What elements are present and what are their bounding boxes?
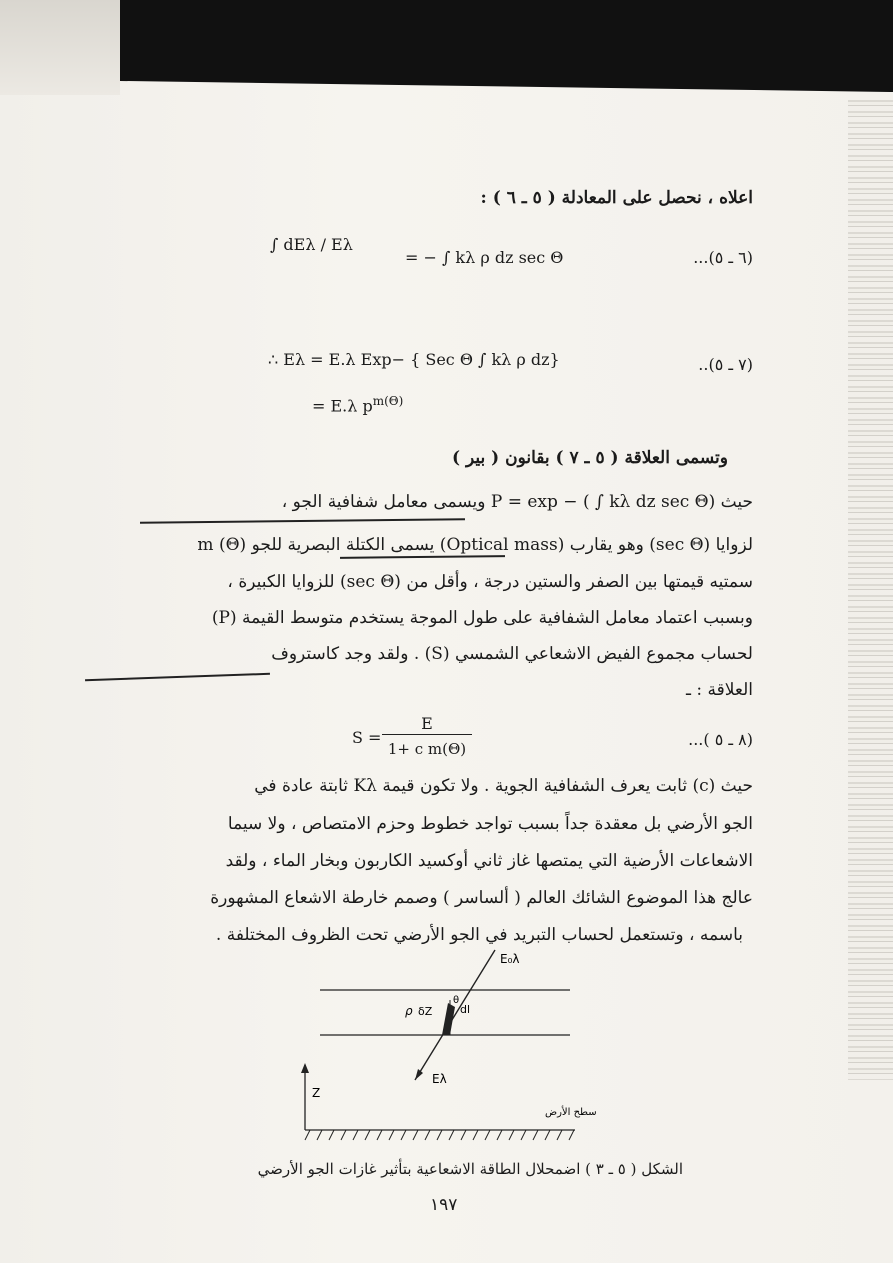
equation-8-lhs: S = bbox=[352, 728, 382, 747]
scan-margin-noise bbox=[848, 100, 893, 1080]
paragraph-line-6: العلاقة : ـ bbox=[685, 680, 753, 700]
equation-7-line2-sup: m(Θ) bbox=[372, 394, 404, 408]
paragraph-line-1: حيث (P = exp − ( ∫ kλ dz sec Θ ويسمى معامل شفافية الجو ، bbox=[281, 492, 753, 512]
paragraph2-line-2: الجو الأرضي بل معقدة جداً بسبب تواجد خطوط وحزم الامتصاص ، ولا سيما bbox=[227, 814, 753, 834]
scan-dark-bar bbox=[120, 0, 893, 92]
equation-6-number: ...(٦ ـ ٥) bbox=[693, 248, 753, 267]
label-rho: ρ bbox=[405, 1004, 413, 1018]
equation-7-line2-base: = E.λ p bbox=[312, 396, 373, 416]
ray-arrowhead bbox=[415, 1069, 423, 1080]
paragraph2-line-5: باسمه ، وتستعمل لحساب التبريد في الجو الأرضي تحت الظروف المختلفة . bbox=[215, 925, 743, 945]
paragraph-line-5: لحساب مجموع الفيض الاشعاعي الشمسي (S) . ولقد وجد كاستروف bbox=[271, 644, 753, 664]
label-ground-surface: سطح الأرض bbox=[545, 1107, 597, 1118]
equation-8-number: ...( ٨ ـ ٥) bbox=[688, 730, 753, 749]
label-delta-z: δZ bbox=[418, 1005, 433, 1018]
paragraph-line-4: وبسبب اعتماد معامل الشفافية على طول الموجة يستخدم متوسط القيمة (P) bbox=[211, 608, 753, 628]
handwritten-underline-3 bbox=[85, 673, 270, 681]
label-e-lambda: Eλ bbox=[432, 1072, 447, 1086]
paragraph2-line-1: حيث (c) ثابت يعرف الشفافية الجوية . ولا تكون قيمة Kλ ثابتة عادة في bbox=[254, 776, 753, 796]
page-number: ١٩٧ bbox=[430, 1195, 458, 1215]
equation-7-line1: ∴ Eλ = E.λ Exp− { Sec Θ ∫ kλ ρ dz} bbox=[268, 350, 560, 369]
label-z: Z bbox=[312, 1086, 321, 1100]
z-axis-arrow bbox=[301, 1063, 309, 1073]
paragraph2-line-4: عالج هذا الموضوع الشائك العالم ( ألساسر ) وصمم خارطة الاشعاع المشهورة bbox=[210, 888, 753, 908]
equation-6-rhs: = − ∫ kλ ρ dz sec Θ bbox=[405, 248, 564, 267]
paragraph2-line-3: الاشعاعات الأرضية التي يمتصها غاز ثاني أوكسيد الكاربون وبخار الماء ، ولقد bbox=[225, 851, 753, 871]
label-theta: θ bbox=[453, 995, 460, 1006]
equation-7-line2 bbox=[312, 394, 403, 415]
equation-6-lhs: ∫ dEλ / Eλ bbox=[270, 235, 353, 254]
beer-law-text: وتسمى العلاقة ( ٥ ـ ٧ ) بقانون ( بير ) bbox=[452, 448, 728, 468]
paragraph-line-3: سمتيه قيمتها بين الصفر والستين درجة ، وأقل من (sec Θ) للزوايا الكبيرة ، bbox=[227, 572, 753, 592]
ground-hatching bbox=[305, 1130, 574, 1140]
equation-7-number: ..(٧ ـ ٥) bbox=[698, 355, 753, 374]
equation-8-denominator: 1+ c m(Θ) bbox=[387, 740, 467, 758]
paragraph-line-2: m (Θ) يسمى الكتلة البصرية للجو (Optical mass) وهو يقارب (sec Θ) لزوايا bbox=[197, 535, 753, 555]
label-dl: dl bbox=[460, 1003, 471, 1016]
label-e0-lambda: E₀λ bbox=[500, 952, 520, 966]
handwritten-underline-1 bbox=[140, 518, 465, 523]
handwritten-underline-2 bbox=[340, 555, 505, 559]
scan-edge bbox=[0, 0, 120, 95]
equation-8-numerator: E bbox=[382, 714, 472, 735]
intro-text: اعلاه ، نحصل على المعادلة ( ٥ ـ ٦ ) : bbox=[480, 188, 753, 208]
figure-caption: الشكل ( ٥ ـ ٣ ) اضمحلال الطاقة الاشعاعية بتأثير غازات الجو الأرضي bbox=[257, 1160, 683, 1178]
attenuation-figure bbox=[290, 945, 597, 1145]
